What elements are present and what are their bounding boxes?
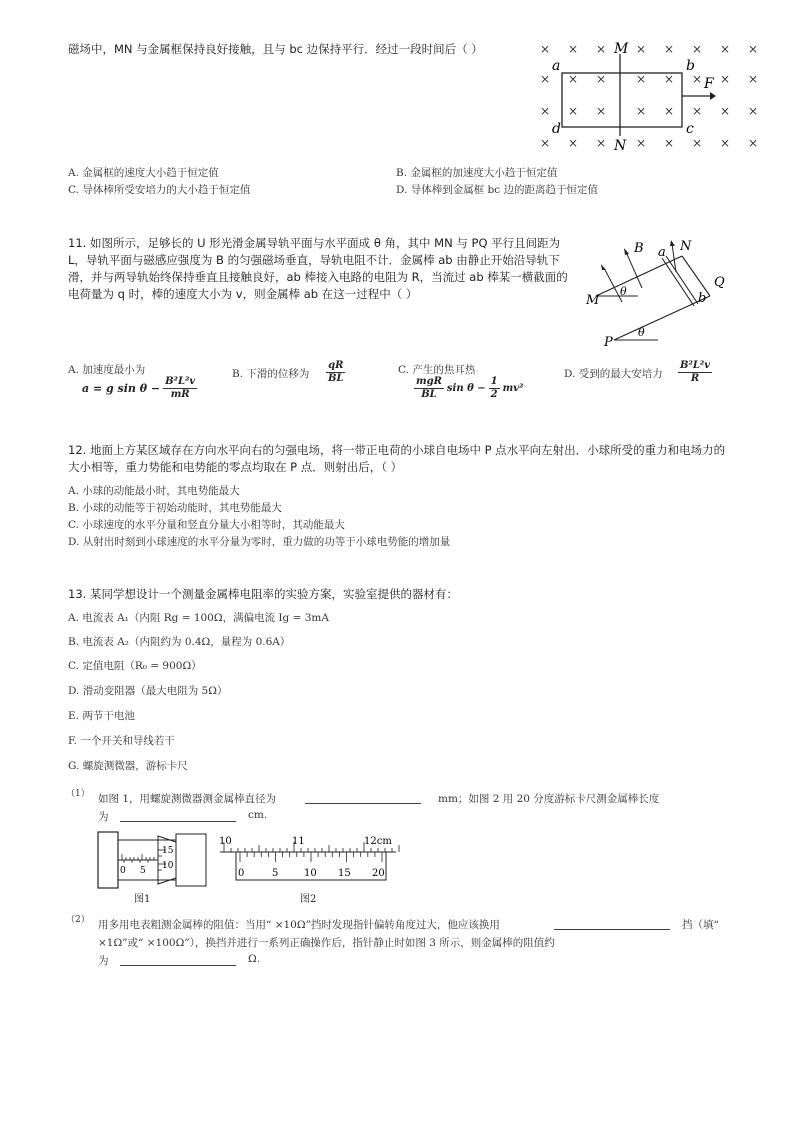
q13-stem: 13. 某同学想设计一个测量金属棒电阻率的实验方案，实验室提供的器材有：: [68, 587, 458, 601]
q12-line2: 大小相等，重力势能和电势能的零点均取在 P 点．则射出后，（ ）: [68, 460, 403, 474]
q13-part1-number: （1）: [66, 789, 90, 799]
magnetic-field-crosses: [540, 42, 758, 150]
field-cross: ×: [636, 104, 647, 118]
q13-part1-text-a: 如图 1，用螺旋测微器测金属棒直径为: [98, 793, 277, 805]
field-cross: ×: [636, 42, 647, 56]
field-cross: ×: [748, 72, 759, 86]
q11-line1: 11. 如图所示，足够长的 U 形光滑金属导轨平面与水平面成 θ 角，其中 MN 与 PQ 平行且间距为: [68, 236, 561, 250]
svg-text:10: 10: [162, 861, 174, 871]
svg-text:P: P: [604, 335, 613, 348]
field-cross: ×: [540, 136, 551, 150]
q13-part2-text-a: 用多用电表粗测金属棒的阻值：当用“ ×10Ω”挡时发现指针偏转角度过大，他应该换用: [98, 919, 500, 931]
q11-line3: 滑，并与两导轨始终保持垂直且接触良好，ab 棒接入电路的电阻为 R，当流过 ab 棒某一横截面的: [68, 270, 568, 284]
field-cross: ×: [596, 42, 607, 56]
label-d: d: [552, 121, 561, 137]
q11-option-d-formula: $\frac{\text{B²L²v}}{R}$: [680, 360, 711, 384]
q13-part2-text-c: ×1Ω”或“ ×100Ω”），换挡并进行一系列正确操作后，指针静止时如图 3 所示，则金属棒的阻值约: [98, 937, 555, 949]
vernier-caliper-figure: [216, 834, 400, 886]
field-cross: ×: [720, 42, 731, 56]
q10-option-b[interactable]: B. 金属框的加速度大小趋于恒定值: [396, 167, 558, 179]
field-cross: ×: [748, 136, 759, 150]
range-answer-blank[interactable]: [554, 917, 670, 930]
q11-option-b-label[interactable]: B. 下滑的位移为: [232, 368, 310, 380]
svg-text:10: 10: [219, 836, 232, 847]
field-cross: ×: [720, 72, 731, 86]
q10-option-a[interactable]: A. 金属框的速度大小趋于恒定值: [68, 167, 219, 179]
field-cross: ×: [540, 42, 551, 56]
q13-part1-text-d: cm.: [248, 809, 268, 821]
label-f: F: [704, 76, 714, 92]
field-cross: ×: [568, 72, 579, 86]
q13-part2-text-b: 挡（填“: [682, 919, 719, 931]
field-cross: ×: [692, 136, 703, 150]
field-cross: ×: [720, 136, 731, 150]
resistance-answer-blank[interactable]: [120, 953, 236, 966]
svg-text:N: N: [680, 239, 692, 254]
svg-text:12cm: 12cm: [364, 836, 392, 847]
q12-option-c[interactable]: C. 小球速度的水平分量和竖直分量大小相等时，其动能最大: [68, 519, 345, 531]
field-cross: ×: [596, 136, 607, 150]
q13-part1-text-c: 为: [98, 811, 109, 823]
svg-text:B: B: [634, 241, 644, 256]
q13-item-f: F. 一个开关和导线若干: [68, 735, 175, 747]
q13-item-g: G. 螺旋测微器，游标卡尺: [68, 760, 188, 772]
svg-text:a: a: [658, 245, 666, 260]
q11-option-c-formula: $\frac{\text{mgR}}{BL}$ sin θ − $\frac{1}{2}$ mv²: [416, 376, 524, 400]
q11-option-d-label[interactable]: D. 受到的最大安培力: [564, 368, 663, 380]
field-cross: ×: [692, 104, 703, 118]
field-cross: ×: [748, 42, 759, 56]
svg-text:θ: θ: [638, 326, 645, 339]
svg-text:b: b: [698, 291, 707, 306]
q10-option-d[interactable]: D. 导体棒到金属框 bc 边的距离趋于恒定值: [396, 184, 598, 196]
svg-text:11: 11: [292, 836, 305, 847]
svg-text:0: 0: [120, 866, 126, 876]
field-cross: ×: [568, 104, 579, 118]
label-a: a: [552, 58, 561, 74]
field-cross: ×: [540, 104, 551, 118]
q13-item-c: C. 定值电阻（R₀ = 900Ω）: [68, 660, 202, 672]
field-cross: ×: [568, 136, 579, 150]
svg-text:10: 10: [304, 868, 317, 879]
q12-option-d[interactable]: D. 从射出时刻到小球速度的水平分量为零时，重力做的功等于小球电势能的增加量: [68, 536, 451, 548]
q11-figure: [582, 232, 742, 348]
q10-figure: [528, 36, 768, 154]
field-cross: ×: [568, 42, 579, 56]
q12-option-b[interactable]: B. 小球的动能等于初始动能时，其电势能最大: [68, 502, 282, 514]
label-b: b: [686, 58, 695, 74]
svg-text:20: 20: [372, 868, 385, 879]
q13-part2-number: （2）: [66, 915, 90, 925]
q13-item-b: B. 电流表 A₂（内阻约为 0.4Ω，量程为 0.6A）: [68, 636, 291, 648]
field-cross: ×: [636, 136, 647, 150]
q12-option-a[interactable]: A. 小球的动能最小时，其电势能最大: [68, 485, 240, 497]
svg-text:0: 0: [238, 868, 245, 879]
q13-item-d: D. 滑动变阻器（最大电阻为 5Ω）: [68, 685, 228, 697]
q11-option-a-formula: a = g sin θ − $\frac{\text{B²L²v}}{mR}$: [82, 376, 196, 400]
q11-line2: L，导轨平面与磁感应强度为 B 的匀强磁场垂直，导轨电阻不计．金属棒 ab 由静止开始沿导轨下: [68, 253, 560, 267]
q13-item-e: E. 两节干电池: [68, 710, 135, 722]
field-cross: ×: [692, 42, 703, 56]
svg-text:5: 5: [140, 866, 146, 876]
q13-part1-text-b: mm；如图 2 用 20 分度游标卡尺测金属棒长度: [438, 793, 660, 805]
q13-item-a: A. 电流表 A₁（内阻 Rg = 100Ω，满偏电流 Ig = 3mA: [68, 612, 329, 624]
field-cross: ×: [720, 104, 731, 118]
field-cross: ×: [664, 136, 675, 150]
svg-text:5: 5: [272, 868, 279, 879]
field-cross: ×: [636, 72, 647, 86]
svg-text:θ: θ: [620, 285, 627, 298]
q10-stem: 磁场中，MN 与金属框保持良好接触，且与 bc 边保持平行．经过一段时间后（ ）: [68, 42, 483, 56]
field-cross: ×: [540, 72, 551, 86]
svg-text:15: 15: [338, 868, 351, 879]
q13-part2-text-d: 为: [98, 955, 109, 967]
field-cross: ×: [664, 42, 675, 56]
q11-option-b-formula: $\frac{qR}{BL}$: [328, 360, 344, 384]
field-cross: ×: [748, 104, 759, 118]
field-cross: ×: [596, 104, 607, 118]
label-m: M: [614, 41, 629, 57]
q11-option-c-label[interactable]: C. 产生的焦耳热: [398, 364, 476, 376]
figure1-caption: 图1: [134, 894, 151, 905]
field-cross: ×: [664, 72, 675, 86]
length-answer-blank[interactable]: [120, 809, 236, 822]
q11-option-a-label[interactable]: A. 加速度最小为: [68, 364, 146, 376]
q13-part2-text-e: Ω.: [248, 953, 261, 965]
diameter-answer-blank[interactable]: [305, 791, 421, 804]
svg-text:Q: Q: [714, 275, 725, 290]
svg-text:15: 15: [162, 846, 174, 856]
label-n: N: [614, 138, 627, 154]
label-c: c: [686, 121, 694, 137]
figure2-caption: 图2: [300, 894, 317, 905]
svg-text:M: M: [586, 293, 600, 308]
micrometer-figure: [96, 830, 212, 900]
q12-line1: 12. 地面上方某区域存在方向水平向右的匀强电场，将一带正电荷的小球自电场中 P 点水平向左射出．小球所受的重力和电场力的: [68, 443, 726, 457]
field-cross: ×: [596, 72, 607, 86]
q10-option-c[interactable]: C. 导体棒所受安培力的大小趋于恒定值: [68, 184, 251, 196]
field-cross: ×: [692, 72, 703, 86]
field-cross: ×: [664, 104, 675, 118]
q11-line4: 电荷量为 q 时，棒的速度大小为 v，则金属棒 ab 在这一过程中（ ）: [68, 287, 418, 301]
